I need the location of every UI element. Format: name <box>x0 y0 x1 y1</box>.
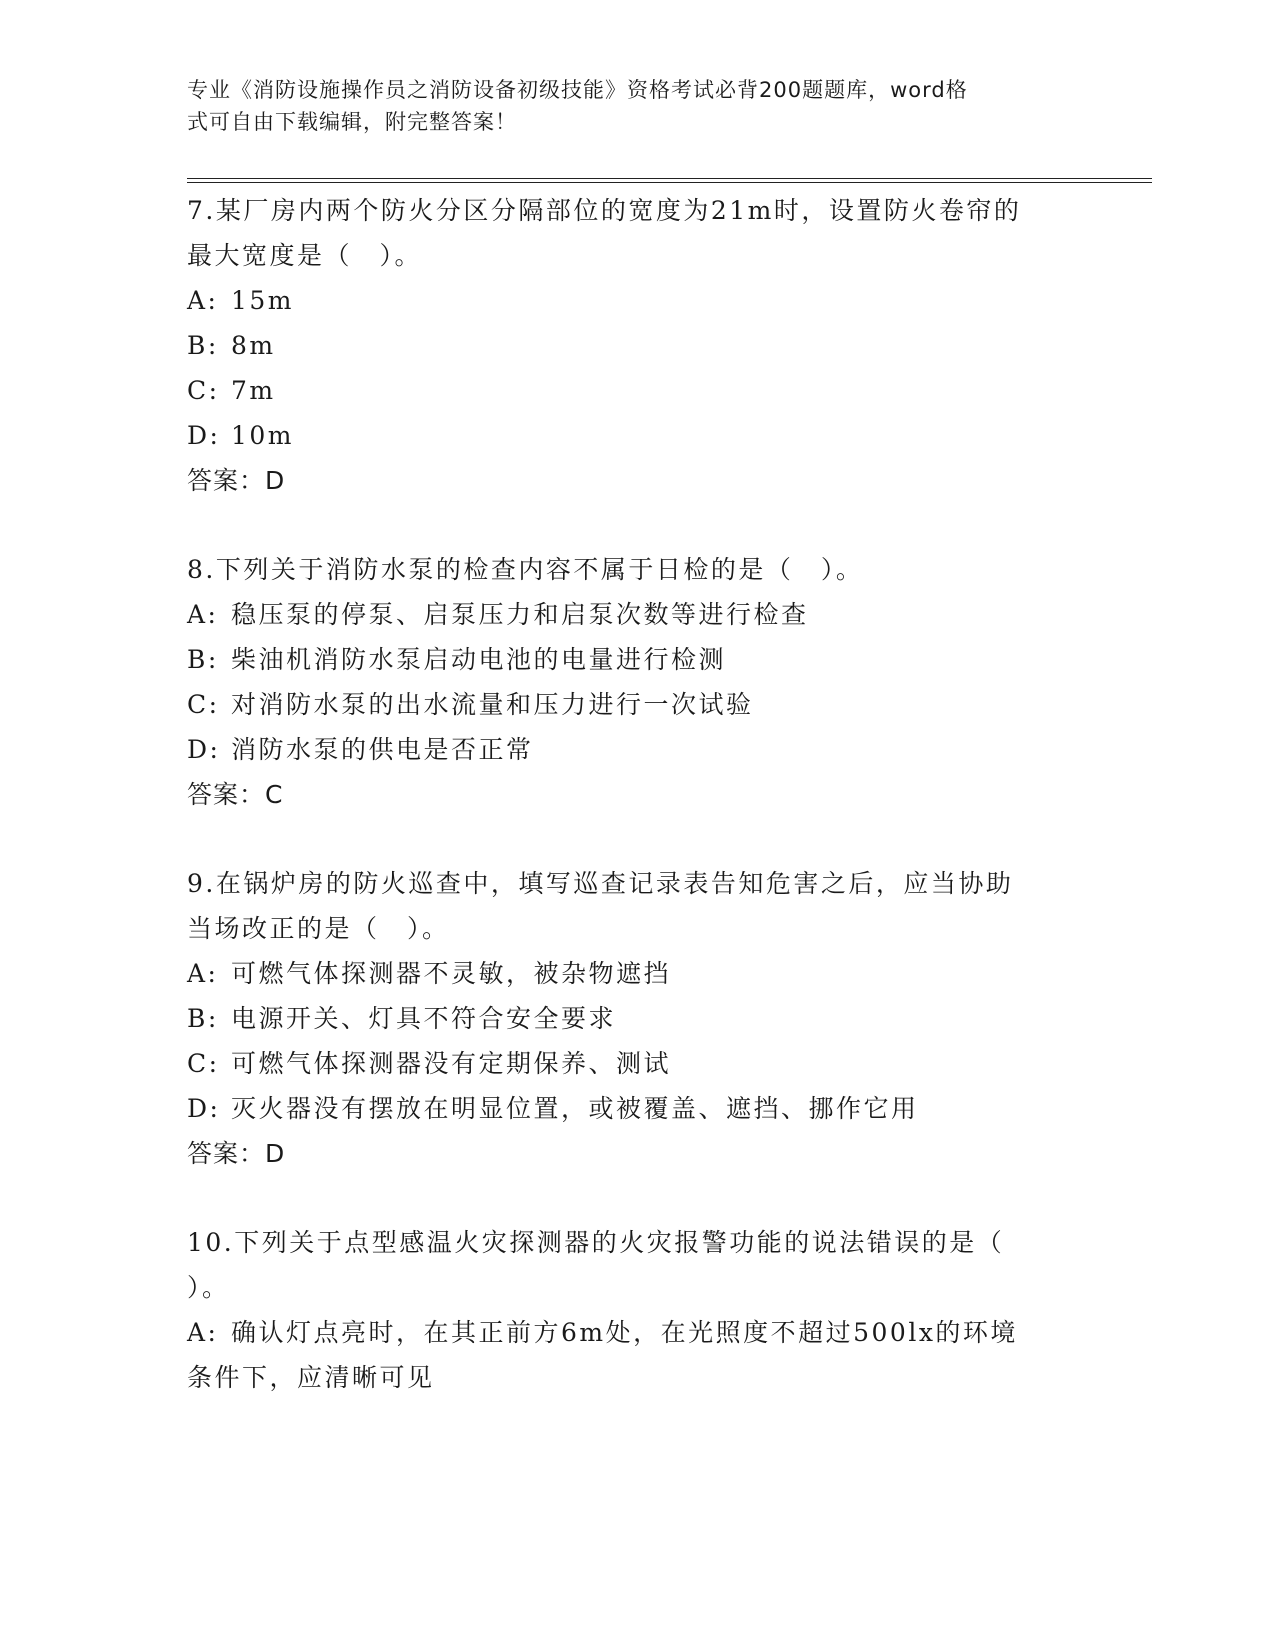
question-spacer <box>187 817 1067 861</box>
question-10-stem-line-2: ）。 <box>187 1273 230 1302</box>
option-text: 电源开关、灯具不符合安全要求 <box>231 1004 617 1033</box>
question-7-option-d <box>187 413 1067 458</box>
question-spacer <box>187 503 1067 547</box>
question-9-option-c <box>187 1041 1067 1086</box>
question-10 <box>187 1220 1067 1400</box>
option-text: 柴油机消防水泵启动电池的电量进行检测 <box>231 645 727 674</box>
header-line-2: 式可自由下载编辑，附完整答案！ <box>187 110 517 134</box>
option-text: 稳压泵的停泵、启泵压力和启泵次数等进行检查 <box>231 600 809 629</box>
option-text: 对消防水泵的出水流量和压力进行一次试验 <box>231 690 754 719</box>
option-letter: D: <box>187 1094 221 1123</box>
question-7-option-b <box>187 323 1067 368</box>
header-divider-bottom <box>187 182 1152 183</box>
option-text: 可燃气体探测器没有定期保养、测试 <box>231 1049 672 1078</box>
question-10-option-a-continued: 条件下，应清晰可见 <box>187 1363 435 1392</box>
question-9-stem-line-1: 9.在锅炉房的防火巡查中，填写巡查记录表告知危害之后，应当协助 <box>187 869 1014 898</box>
question-7-option-a <box>187 278 1067 323</box>
option-letter: C: <box>187 1049 220 1078</box>
option-letter: A: <box>187 286 219 315</box>
question-7-stem-line-2: 最大宽度是（ ）。 <box>187 241 423 270</box>
question-9-option-b <box>187 996 1067 1041</box>
question-8-answer: 答案：C <box>187 780 284 809</box>
question-spacer <box>187 1176 1067 1220</box>
option-text: 10m <box>231 421 295 450</box>
option-letter: D: <box>187 421 221 450</box>
question-8-stem-line-1: 8.下列关于消防水泵的检查内容不属于日检的是（ ）。 <box>187 555 864 584</box>
question-8 <box>187 547 1067 817</box>
question-9-option-a <box>187 951 1067 996</box>
question-7-answer: 答案：D <box>187 466 286 495</box>
question-9 <box>187 861 1067 1176</box>
question-9-option-d <box>187 1086 1067 1131</box>
question-9-answer: 答案：D <box>187 1139 286 1168</box>
question-8-option-a <box>187 592 1067 637</box>
option-text: 确认灯点亮时，在其正前方6m处，在光照度不超过500lx的环境 <box>231 1318 1018 1347</box>
document-header <box>187 74 1067 138</box>
option-letter: A: <box>187 1318 219 1347</box>
option-letter: C: <box>187 690 220 719</box>
question-7 <box>187 188 1067 503</box>
option-text: 灭火器没有摆放在明显位置，或被覆盖、遮挡、挪作它用 <box>231 1094 919 1123</box>
option-text: 可燃气体探测器不灵敏，被杂物遮挡 <box>231 959 672 988</box>
header-line-1: 专业《消防设施操作员之消防设备初级技能》资格考试必背200题题库，word格 <box>187 78 968 102</box>
option-text: 15m <box>231 286 295 315</box>
question-list <box>187 188 1067 1400</box>
option-letter: A: <box>187 600 219 629</box>
option-letter: B: <box>187 331 219 360</box>
option-text: 7m <box>231 376 276 405</box>
question-10-stem-line-1: 10.下列关于点型感温火灾探测器的火灾报警功能的说法错误的是（ <box>187 1228 1005 1257</box>
option-letter: D: <box>187 735 221 764</box>
question-8-option-b <box>187 637 1067 682</box>
option-letter: B: <box>187 645 219 674</box>
question-10-option-a <box>187 1310 1067 1355</box>
option-text: 消防水泵的供电是否正常 <box>231 735 534 764</box>
question-7-stem-line-1: 7.某厂房内两个防火分区分隔部位的宽度为21m时，设置防火卷帘的 <box>187 196 1022 225</box>
option-text: 8m <box>231 331 276 360</box>
question-8-option-d <box>187 727 1067 772</box>
option-letter: B: <box>187 1004 219 1033</box>
question-8-option-c <box>187 682 1067 727</box>
header-divider-top <box>187 178 1152 179</box>
question-9-stem-line-2: 当场改正的是（ ）。 <box>187 914 450 943</box>
option-letter: C: <box>187 376 220 405</box>
question-7-option-c <box>187 368 1067 413</box>
option-letter: A: <box>187 959 219 988</box>
